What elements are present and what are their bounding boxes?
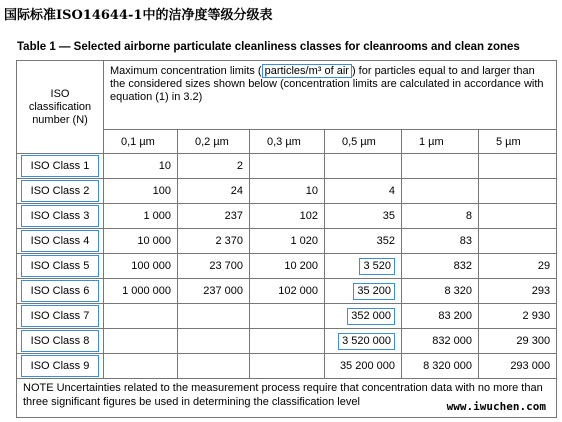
class-label: ISO Class 4 xyxy=(21,230,99,252)
concentration-cell xyxy=(325,279,402,304)
table-row xyxy=(17,229,557,254)
highlighted-value: 3 520 xyxy=(359,258,395,275)
concentration-cell: 29 xyxy=(479,254,557,279)
concentration-cell: 10 200 xyxy=(250,254,325,279)
table-row xyxy=(17,329,557,354)
class-label: ISO Class 7 xyxy=(21,305,99,327)
concentration-cell: 29 300 xyxy=(479,329,557,354)
concentration-cell: 24 xyxy=(178,179,250,204)
table-row xyxy=(17,279,557,304)
concentration-cell: 102 000 xyxy=(250,279,325,304)
concentration-cell: 832 000 xyxy=(402,329,479,354)
class-label: ISO Class 9 xyxy=(21,355,99,377)
concentration-cell xyxy=(479,229,557,254)
class-label: ISO Class 1 xyxy=(21,155,99,177)
concentration-cell: 83 xyxy=(402,229,479,254)
page-title: 国际标准ISO14644-1中的洁净度等级分级表 xyxy=(4,8,273,23)
table-row xyxy=(17,154,557,179)
table-caption: Table 1 — Selected airborne particulate cleanliness classes for cleanrooms and clean zones xyxy=(17,41,520,53)
particle-size-header: 0,3 µm xyxy=(250,130,325,154)
classification-number-header: ISO classification number (N) xyxy=(17,61,104,154)
concentration-cell xyxy=(104,354,178,379)
class-label-cell xyxy=(17,304,104,329)
concentration-cell xyxy=(402,179,479,204)
concentration-cell: 2 930 xyxy=(479,304,557,329)
header-text-post: ) for particles equal to and larger than the considered sizes shown below (concentration limits are calculated in accordance with equation (1) in 3.2) xyxy=(110,65,544,103)
particle-size-header: 5 µm xyxy=(479,130,557,154)
concentration-cell: 35 xyxy=(325,204,402,229)
concentration-cell xyxy=(250,354,325,379)
class-label-cell xyxy=(17,204,104,229)
table-row xyxy=(17,204,557,229)
concentration-cell xyxy=(325,154,402,179)
class-label-cell xyxy=(17,154,104,179)
concentration-cell: 293 xyxy=(479,279,557,304)
concentration-cell: 1 000 000 xyxy=(104,279,178,304)
table-row xyxy=(17,354,557,379)
concentration-cell: 8 320 xyxy=(402,279,479,304)
concentration-cell: 2 xyxy=(178,154,250,179)
concentration-cell: 237 000 xyxy=(178,279,250,304)
concentration-cell: 100 xyxy=(104,179,178,204)
concentration-cell: 4 xyxy=(325,179,402,204)
header-text-pre: Maximum concentration limits ( xyxy=(110,65,262,77)
iso-classification-table xyxy=(16,60,557,418)
class-label-cell xyxy=(17,279,104,304)
concentration-cell: 2 370 xyxy=(178,229,250,254)
concentration-cell: 83 200 xyxy=(402,304,479,329)
class-label: ISO Class 5 xyxy=(21,255,99,277)
concentration-cell: 1 000 xyxy=(104,204,178,229)
watermark-url: www.iwuchen.com xyxy=(446,400,546,413)
concentration-cell xyxy=(250,329,325,354)
particle-size-header: 0,2 µm xyxy=(178,130,250,154)
table-header-row xyxy=(17,61,557,130)
concentration-cell xyxy=(178,329,250,354)
table-row xyxy=(17,179,557,204)
class-label: ISO Class 6 xyxy=(21,280,99,302)
highlighted-value: 352 000 xyxy=(347,308,395,325)
concentration-cell: 832 xyxy=(402,254,479,279)
class-label: ISO Class 2 xyxy=(21,180,99,202)
concentration-cell: 10 000 xyxy=(104,229,178,254)
concentration-cell xyxy=(479,179,557,204)
concentration-cell xyxy=(178,354,250,379)
concentration-limits-header xyxy=(104,61,557,130)
concentration-cell xyxy=(325,304,402,329)
class-label-cell xyxy=(17,329,104,354)
concentration-cell: 1 020 xyxy=(250,229,325,254)
concentration-cell: 23 700 xyxy=(178,254,250,279)
class-label-cell xyxy=(17,229,104,254)
concentration-cell: 10 xyxy=(250,179,325,204)
concentration-cell xyxy=(250,154,325,179)
particle-size-header: 0,5 µm xyxy=(325,130,402,154)
concentration-cell xyxy=(178,304,250,329)
particle-size-header: 0,1 µm xyxy=(104,130,178,154)
table-body xyxy=(17,154,557,379)
concentration-cell xyxy=(250,304,325,329)
concentration-cell: 352 xyxy=(325,229,402,254)
concentration-cell xyxy=(325,329,402,354)
class-label-cell xyxy=(17,354,104,379)
concentration-cell xyxy=(325,254,402,279)
class-label: ISO Class 8 xyxy=(21,330,99,352)
highlighted-value: 35 200 xyxy=(353,283,395,300)
particle-size-header: 1 µm xyxy=(402,130,479,154)
highlighted-value: 3 520 000 xyxy=(338,333,395,350)
concentration-cell: 10 xyxy=(104,154,178,179)
concentration-cell: 293 000 xyxy=(479,354,557,379)
concentration-cell xyxy=(479,204,557,229)
class-label-cell xyxy=(17,254,104,279)
concentration-cell xyxy=(104,329,178,354)
concentration-cell: 100 000 xyxy=(104,254,178,279)
table-note: NOTE Uncertainties related to the measurement process require that concentration data with no more than three significant figures be used in determining the classification level xyxy=(17,379,557,418)
concentration-cell xyxy=(104,304,178,329)
concentration-cell: 8 320 000 xyxy=(402,354,479,379)
class-label-cell xyxy=(17,179,104,204)
concentration-cell: 237 xyxy=(178,204,250,229)
table-row xyxy=(17,254,557,279)
concentration-cell: 8 xyxy=(402,204,479,229)
table-row xyxy=(17,304,557,329)
concentration-cell: 102 xyxy=(250,204,325,229)
concentration-cell: 35 200 000 xyxy=(325,354,402,379)
concentration-cell xyxy=(402,154,479,179)
concentration-cell xyxy=(479,154,557,179)
unit-label: particles/m³ of air xyxy=(262,64,352,78)
class-label: ISO Class 3 xyxy=(21,205,99,227)
